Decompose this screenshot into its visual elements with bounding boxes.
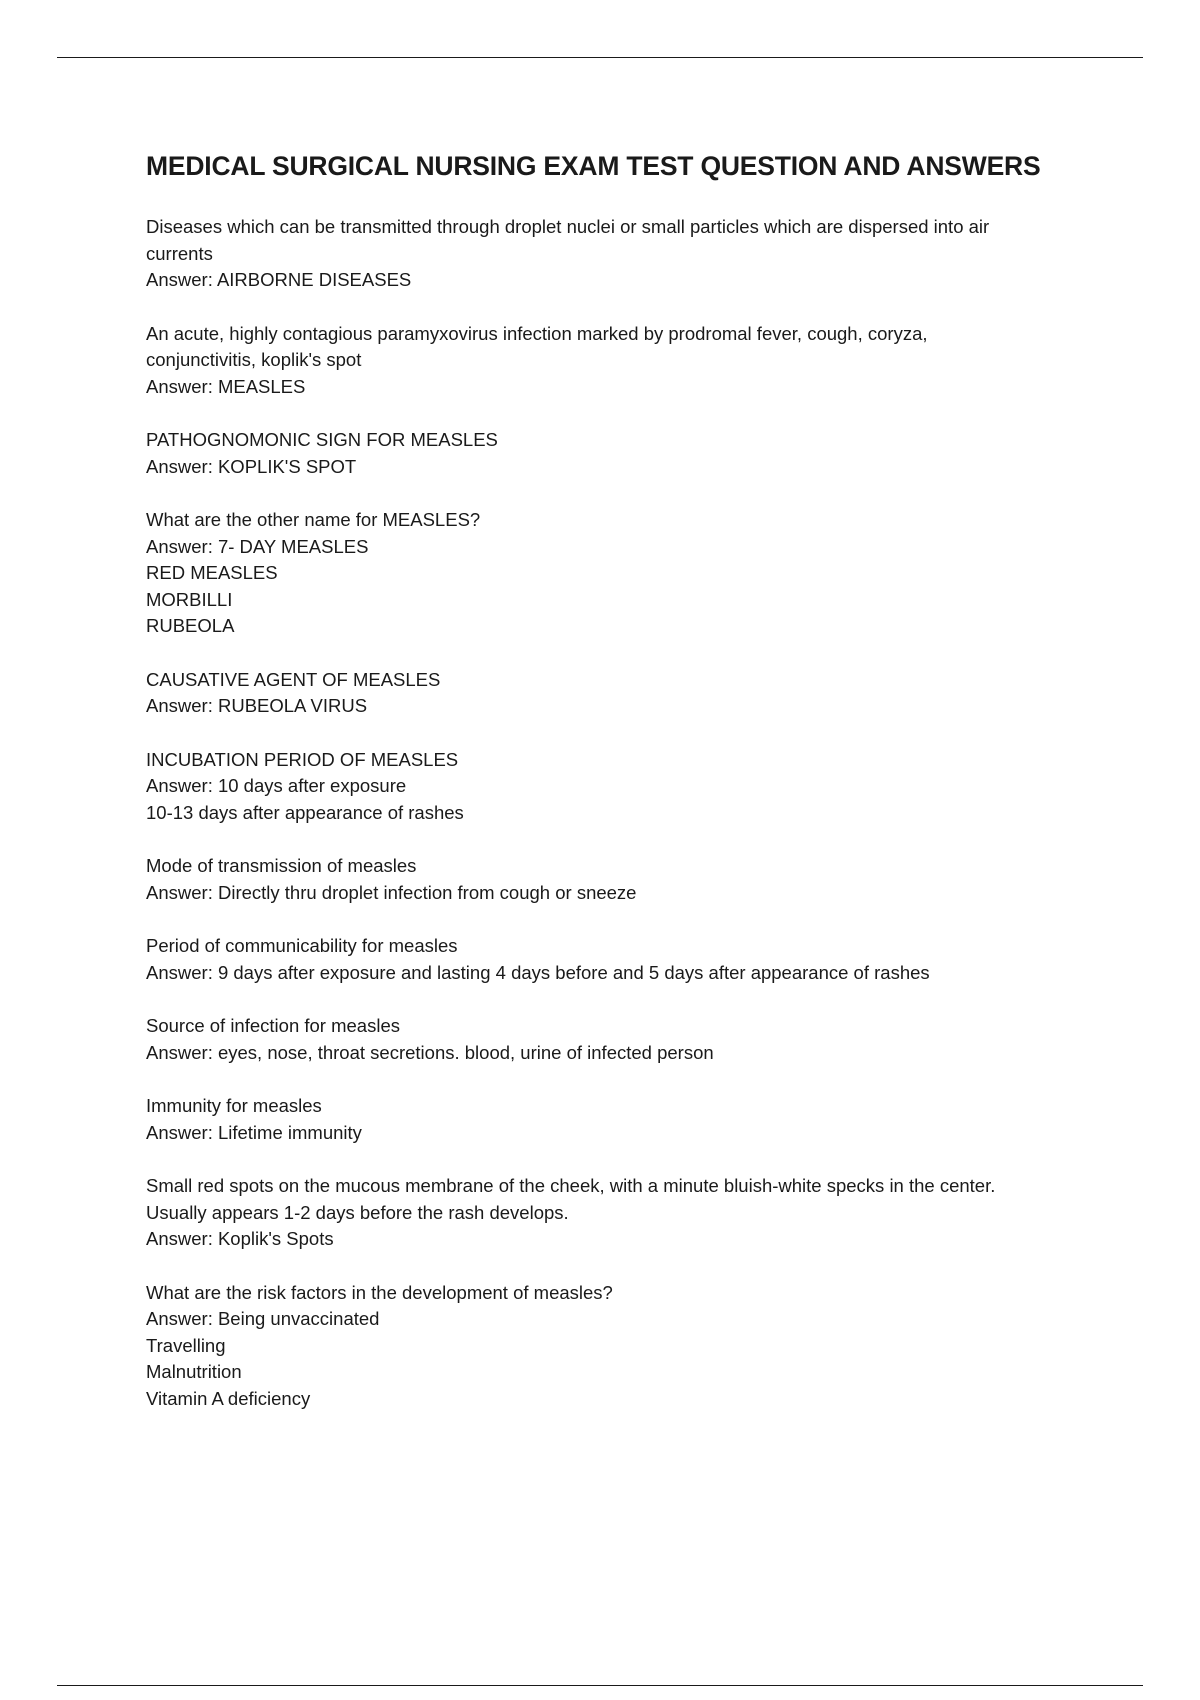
qa-item [146, 1093, 1106, 1146]
qa-item [146, 321, 1106, 401]
qa-item [146, 1173, 1106, 1253]
qa-line: conjunctivitis, koplik's spot [146, 349, 362, 370]
qa-line: Answer: 7- DAY MEASLES [146, 535, 369, 557]
qa-item [146, 507, 1106, 640]
top-rule [57, 57, 1143, 58]
document-body [146, 146, 1106, 1439]
qa-line: An acute, highly contagious paramyxovirus infection marked by prodromal fever, cough, coryza, [146, 322, 928, 344]
qa-line: Answer: RUBEOLA VIRUS [146, 695, 368, 716]
qa-line: Mode of transmission of measles [146, 855, 417, 876]
qa-line: Answer: Directly thru droplet infection from cough or sneeze [146, 881, 637, 903]
qa-item [146, 427, 1106, 480]
qa-line: What are the other name for MEASLES? [146, 509, 481, 530]
qa-line: 10-13 days after appearance of rashes [146, 801, 464, 823]
qa-item [146, 747, 1106, 827]
qa-line: Malnutrition [146, 1361, 242, 1382]
page-title: MEDICAL SURGICAL NURSING EXAM TEST QUESTION AND ANSWERS [146, 151, 1041, 181]
qa-line: RUBEOLA [146, 615, 235, 636]
qa-item [146, 1280, 1106, 1413]
qa-line: Answer: Lifetime immunity [146, 1121, 362, 1143]
qa-line: Answer: AIRBORNE DISEASES [146, 269, 412, 290]
bottom-rule [57, 1685, 1143, 1686]
qa-line: currents [146, 242, 213, 264]
qa-line: Answer: eyes, nose, throat secretions. blood, urine of infected person [146, 1041, 714, 1063]
qa-line: INCUBATION PERIOD OF MEASLES [146, 748, 459, 770]
qa-line: Travelling [146, 1334, 226, 1356]
qa-line: RED MEASLES [146, 562, 278, 583]
qa-line: PATHOGNOMONIC SIGN FOR MEASLES [146, 429, 498, 450]
qa-line: Source of infection for measles [146, 1015, 400, 1036]
qa-line: Vitamin A deficiency [146, 1387, 311, 1409]
qa-item [146, 933, 1106, 986]
qa-item [146, 667, 1106, 720]
qa-line: Answer: Koplik's Spots [146, 1228, 334, 1249]
qa-line: Usually appears 1-2 days before the rash develops. [146, 1201, 569, 1223]
qa-item [146, 214, 1106, 294]
qa-line: Diseases which can be transmitted through droplet nuclei or small particles which are dispersed into air [146, 216, 990, 237]
qa-line: Answer: KOPLIK'S SPOT [146, 455, 357, 477]
qa-line: Answer: MEASLES [146, 375, 306, 397]
qa-line: What are the risk factors in the development of measles? [146, 1281, 613, 1303]
qa-line: Immunity for measles [146, 1095, 322, 1116]
qa-line: MORBILLI [146, 588, 233, 610]
qa-item [146, 1013, 1106, 1066]
qa-list [146, 214, 1106, 1412]
qa-line: Period of communicability for measles [146, 935, 458, 956]
qa-item [146, 853, 1106, 906]
qa-line: Answer: Being unvaccinated [146, 1308, 380, 1329]
qa-line: Answer: 10 days after exposure [146, 775, 407, 796]
qa-line: CAUSATIVE AGENT OF MEASLES [146, 668, 441, 690]
qa-line: Answer: 9 days after exposure and lasting 4 days before and 5 days after appearance of rashes [146, 961, 930, 983]
qa-line: Small red spots on the mucous membrane of the cheek, with a minute bluish-white specks in the center. [146, 1175, 996, 1196]
